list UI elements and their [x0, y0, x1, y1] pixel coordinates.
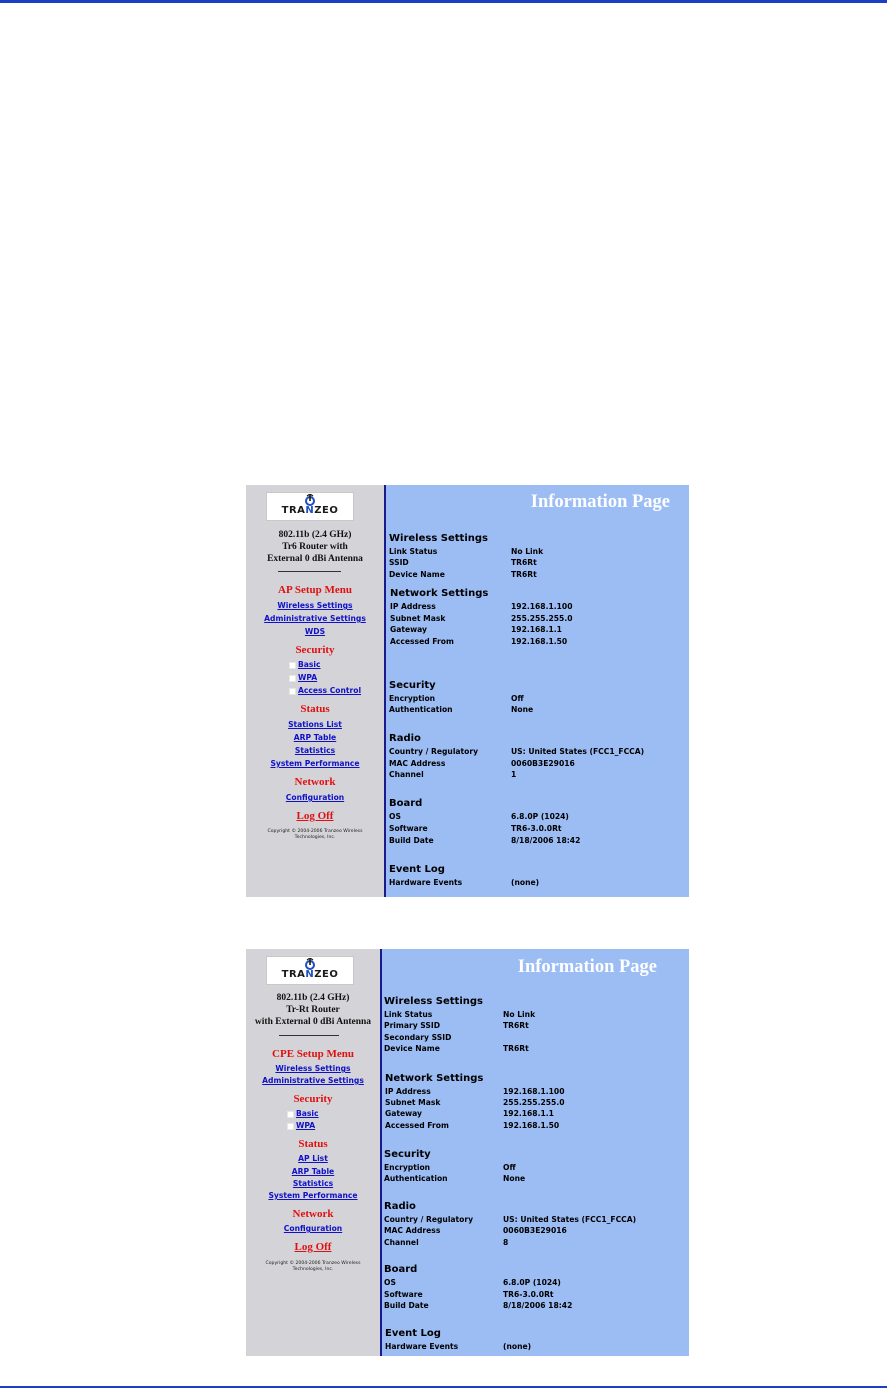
- sidebar-divider: [278, 571, 341, 572]
- field-value: 192.168.1.1: [503, 1109, 554, 1118]
- bullet-icon: [289, 662, 296, 669]
- network-settings-section-title: Network Settings: [385, 1073, 484, 1084]
- status-heading: Status: [300, 703, 330, 715]
- wireless-settings-link[interactable]: Wireless Settings: [277, 601, 353, 610]
- sidebar-divider: [279, 1035, 339, 1036]
- log-off-link[interactable]: Log Off: [296, 810, 334, 822]
- administrative-settings-link[interactable]: Administrative Settings: [264, 614, 366, 623]
- field-label: Channel: [384, 1238, 419, 1247]
- wds-link[interactable]: WDS: [304, 627, 326, 636]
- field-value: TR6Rt: [503, 1021, 529, 1030]
- field-label: IP Address: [390, 602, 436, 611]
- field-label: Software: [384, 1290, 423, 1299]
- log-off-link[interactable]: Log Off: [294, 1241, 332, 1253]
- screenshot-ap-information-page: [246, 485, 689, 897]
- device-line-2: Tr6 Router with: [282, 542, 348, 552]
- setup-menu-heading: CPE Setup Menu: [272, 1048, 354, 1060]
- logo-wordmark: TRANZEO: [281, 969, 339, 980]
- field-label: Hardware Events: [385, 1342, 459, 1351]
- configuration-link[interactable]: Configuration: [285, 793, 345, 802]
- field-value: Off: [503, 1163, 516, 1172]
- network-heading: Network: [294, 776, 336, 788]
- security-basic-link[interactable]: Basic: [289, 660, 321, 669]
- radio-section-title: Radio: [389, 733, 421, 744]
- field-value: TR6-3.0.0Rt: [511, 824, 562, 833]
- field-value: US: United States (FCC1_FCCA): [511, 747, 645, 756]
- setup-menu-heading: AP Setup Menu: [278, 584, 352, 596]
- field-label: Secondary SSID: [384, 1033, 452, 1042]
- board-section-title: Board: [389, 798, 423, 809]
- field-value: 8: [503, 1238, 509, 1247]
- bullet-icon: [289, 675, 296, 682]
- copyright-line-1: Copyright © 2004-2006 Tranzeo Wireless: [265, 1261, 361, 1266]
- field-value: TR6Rt: [511, 558, 537, 567]
- field-label: Build Date: [384, 1301, 429, 1310]
- device-line-2: Tr-Rt Router: [286, 1005, 340, 1015]
- field-label: Subnet Mask: [390, 614, 446, 623]
- field-label: IP Address: [385, 1087, 431, 1096]
- field-value: 192.168.1.50: [503, 1121, 560, 1130]
- field-value: TR6Rt: [511, 570, 537, 579]
- field-label: Gateway: [390, 625, 427, 634]
- wireless-settings-section-title: Wireless Settings: [389, 533, 488, 544]
- device-line-3: with External 0 dBi Antenna: [254, 1017, 372, 1027]
- field-label: Build Date: [389, 836, 434, 845]
- security-access-control-link[interactable]: Access Control: [289, 686, 361, 695]
- field-value: No Link: [511, 547, 544, 556]
- field-label: Link Status: [389, 547, 438, 556]
- event-log-section-title: Event Log: [385, 1328, 441, 1339]
- field-value: Off: [511, 694, 524, 703]
- arp-table-link[interactable]: ARP Table: [291, 1167, 335, 1176]
- field-value: 192.168.1.1: [511, 625, 562, 634]
- field-label: Accessed From: [390, 637, 454, 646]
- field-value: 6.8.0P (1024): [503, 1278, 561, 1287]
- wireless-settings-section-title: Wireless Settings: [384, 996, 483, 1007]
- field-value: (none): [511, 878, 540, 887]
- device-line-3: External 0 dBi Antenna: [267, 554, 363, 564]
- field-value: 192.168.1.100: [511, 602, 573, 611]
- administrative-settings-link[interactable]: Administrative Settings: [262, 1076, 364, 1085]
- arp-table-link[interactable]: ARP Table: [293, 733, 337, 742]
- field-label: Hardware Events: [389, 878, 463, 887]
- ap-list-link[interactable]: AP List: [298, 1154, 328, 1163]
- field-value: 1: [511, 770, 517, 779]
- field-value: 0060B3E29016: [511, 759, 575, 768]
- field-label: Link Status: [384, 1010, 433, 1019]
- field-label: Device Name: [384, 1044, 440, 1053]
- field-label: Country / Regulatory: [389, 747, 479, 756]
- field-label: SSID: [389, 558, 409, 567]
- field-label: Accessed From: [385, 1121, 449, 1130]
- security-section-title: Security: [389, 680, 436, 691]
- field-value: 8/18/2006 18:42: [511, 836, 581, 845]
- network-heading: Network: [292, 1208, 334, 1220]
- statistics-link[interactable]: Statistics: [294, 746, 336, 755]
- field-value: 192.168.1.50: [511, 637, 568, 646]
- bottom-rule: [0, 1386, 887, 1388]
- field-label: Subnet Mask: [385, 1098, 441, 1107]
- status-heading: Status: [298, 1138, 328, 1150]
- field-value: 0060B3E29016: [503, 1226, 567, 1235]
- security-heading: Security: [293, 1093, 333, 1105]
- field-value: 6.8.0P (1024): [511, 812, 569, 821]
- wireless-settings-link[interactable]: Wireless Settings: [275, 1064, 351, 1073]
- field-value: None: [511, 705, 534, 714]
- system-performance-link[interactable]: System Performance: [270, 759, 360, 768]
- tranzeo-logo: [266, 492, 354, 521]
- device-line-1: 802.11b (2.4 GHz): [276, 993, 350, 1003]
- top-rule: [0, 0, 887, 3]
- bullet-icon: [287, 1123, 294, 1130]
- field-label: Channel: [389, 770, 424, 779]
- field-label: OS: [389, 812, 401, 821]
- sidebar: [246, 949, 380, 1356]
- field-value: No Link: [503, 1010, 536, 1019]
- tranzeo-logo: [266, 956, 354, 985]
- sidebar: [246, 485, 384, 897]
- bullet-icon: [287, 1111, 294, 1118]
- bullet-icon: [289, 688, 296, 695]
- field-value: None: [503, 1174, 526, 1183]
- information-content: [386, 485, 689, 897]
- stations-list-link[interactable]: Stations List: [288, 720, 342, 729]
- field-value: (none): [503, 1342, 532, 1351]
- field-label: MAC Address: [389, 759, 446, 768]
- system-performance-link[interactable]: System Performance: [268, 1191, 358, 1200]
- statistics-link[interactable]: Statistics: [292, 1179, 334, 1188]
- field-label: Encryption: [384, 1163, 431, 1172]
- field-label: Country / Regulatory: [384, 1215, 474, 1224]
- security-heading: Security: [295, 644, 335, 656]
- field-label: Software: [389, 824, 428, 833]
- copyright-line-1: Copyright © 2004-2006 Tranzeo Wireless: [267, 829, 363, 834]
- screenshot-cpe-information-page: [246, 949, 689, 1356]
- field-value: TR6-3.0.0Rt: [503, 1290, 554, 1299]
- field-label: Encryption: [389, 694, 436, 703]
- information-content: [382, 949, 689, 1356]
- security-section-title: Security: [384, 1149, 431, 1160]
- page-title: Information Page: [530, 492, 670, 512]
- network-settings-section-title: Network Settings: [390, 588, 489, 599]
- field-label: Device Name: [389, 570, 445, 579]
- security-basic-link[interactable]: Basic: [287, 1109, 319, 1118]
- copyright-line-2: Technologies, Inc.: [292, 1267, 334, 1272]
- field-label: Primary SSID: [384, 1021, 441, 1030]
- field-label: OS: [384, 1278, 396, 1287]
- field-value: 255.255.255.0: [511, 614, 573, 623]
- field-value: 192.168.1.100: [503, 1087, 565, 1096]
- field-value: TR6Rt: [503, 1044, 529, 1053]
- security-wpa-link[interactable]: WPA: [287, 1121, 315, 1130]
- configuration-link[interactable]: Configuration: [283, 1224, 343, 1233]
- field-value: US: United States (FCC1_FCCA): [503, 1215, 637, 1224]
- field-label: MAC Address: [384, 1226, 441, 1235]
- field-label: Gateway: [385, 1109, 422, 1118]
- page-title: Information Page: [517, 957, 657, 977]
- field-value: 255.255.255.0: [503, 1098, 565, 1107]
- event-log-section-title: Event Log: [389, 864, 445, 875]
- field-label: Authentication: [389, 705, 453, 714]
- radio-section-title: Radio: [384, 1201, 416, 1212]
- security-wpa-link[interactable]: WPA: [289, 673, 317, 682]
- field-label: Authentication: [384, 1174, 448, 1183]
- copyright-line-2: Technologies, Inc.: [294, 835, 336, 840]
- logo-wordmark: TRANZEO: [281, 505, 339, 516]
- board-section-title: Board: [384, 1264, 418, 1275]
- device-line-1: 802.11b (2.4 GHz): [278, 530, 352, 540]
- field-value: 8/18/2006 18:42: [503, 1301, 573, 1310]
